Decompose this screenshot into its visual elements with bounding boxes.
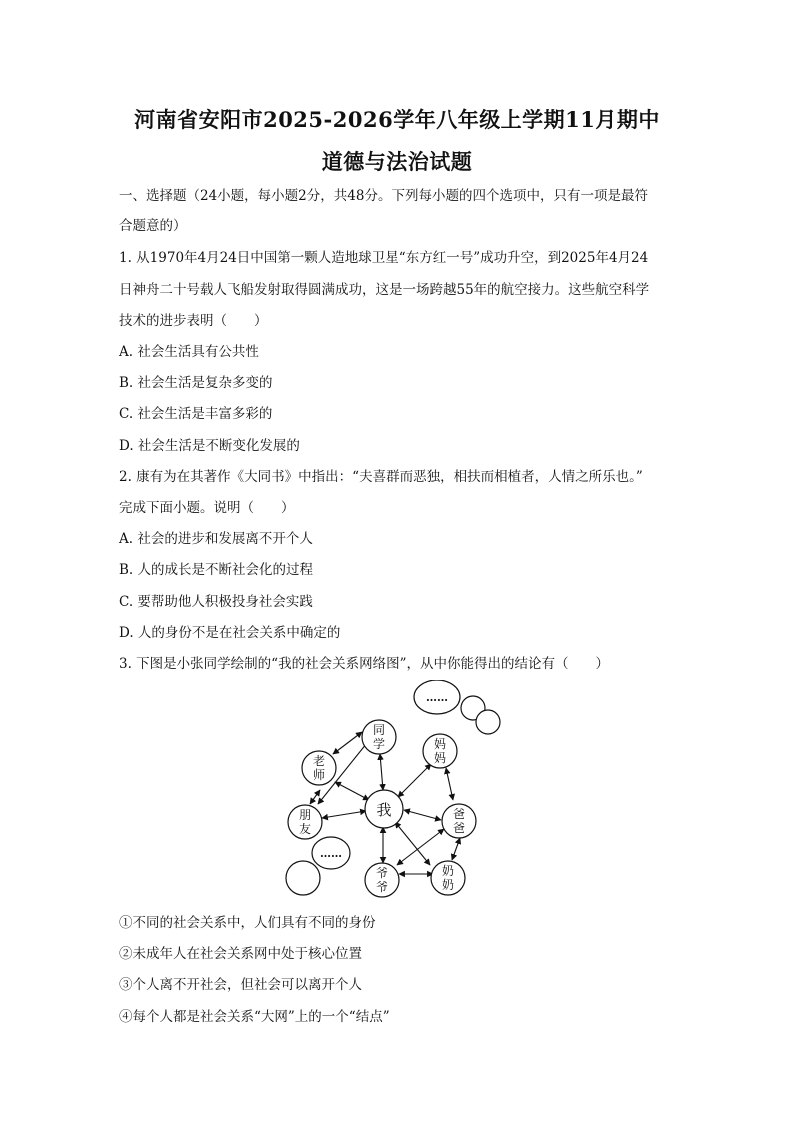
label-pengyou-2: 友 [298, 822, 312, 836]
q2-option-c: C. 要帮助他人积极投身社会实践 [119, 594, 313, 610]
arrow-pengyou-me [322, 811, 366, 818]
q2-option-d: D. 人的身份不是在社会关系中确定的 [119, 625, 341, 641]
label-nainai-2: 奶 [441, 878, 455, 892]
arrow-mama-baba [446, 768, 453, 800]
q1-option-c: C. 社会生活是丰富多彩的 [119, 406, 273, 422]
q2-option-b: B. 人的成长是不断社会化的过程 [119, 562, 314, 578]
section-instruction-line-2: 合题意的） [119, 218, 187, 234]
label-yeye-1: 爷 [375, 866, 389, 880]
q3-statement-2: ②未成年人在社会关系网中处于核心位置 [119, 946, 362, 962]
label-mama-1: 妈 [433, 737, 447, 751]
label-tongxue-2: 学 [372, 737, 386, 751]
q3-stem-line-1: 3. 下图是小张同学绘制的“我的社会关系网络图”，从中你能得出的结论有（ ） [119, 656, 609, 672]
label-laoshi-1: 老 [312, 754, 326, 768]
arrow-tongxue-laoshi [333, 732, 362, 754]
section-instruction-line-1: 一、选择题（24小题，每小题2分，共48分。下列每小题的四个选项中，只有一项是最符 [119, 188, 648, 204]
q1-option-b: B. 社会生活是复杂多变的 [119, 375, 273, 391]
label-ellipsis-top: …… [426, 691, 448, 704]
label-me: 我 [376, 801, 392, 819]
node-empty [286, 861, 320, 895]
label-laoshi-2: 师 [312, 768, 326, 782]
label-pengyou-1: 朋 [298, 808, 312, 822]
q1-stem-line-3: 技术的进步表明（ ） [119, 313, 268, 329]
label-baba-1: 爸 [452, 807, 466, 821]
label-nainai-1: 奶 [441, 864, 455, 878]
q3-statement-1: ①不同的社会关系中，人们具有不同的身份 [119, 915, 376, 931]
q2-stem-line-1: 2. 康有为在其著作《大同书》中指出：“夫喜群而恶独，相扶而相植者，人情之所乐也。” [119, 469, 643, 485]
arrow-laoshi-pengyou [310, 790, 320, 804]
q3-statement-3: ③个人离不开社会，但社会可以离开个人 [119, 977, 362, 993]
node-small-top-2 [476, 710, 500, 734]
arrow-laoshi-me [335, 782, 369, 800]
arrow-baba-nainai [452, 838, 460, 860]
label-mama-2: 妈 [433, 751, 447, 765]
q1-stem-line-1: 1. 从1970年4月24日中国第一颗人造地球卫星“东方红一号”成功升空，到2025年4月24 [119, 250, 649, 266]
q1-option-a: A. 社会生活具有公共性 [119, 344, 259, 360]
arrow-me-baba [404, 810, 441, 820]
q2-stem-line-2: 完成下面小题。说明（ ） [119, 500, 295, 516]
social-network-diagram [280, 680, 510, 905]
label-baba-2: 爸 [452, 821, 466, 835]
label-ellipsis-left: …… [320, 847, 342, 860]
q2-option-a: A. 社会的进步和发展离不开个人 [119, 531, 313, 547]
q1-stem-line-2: 日神舟二十号载人飞船发射取得圆满成功，这是一场跨越55年的航空接力。这些航空科学 [119, 282, 650, 298]
label-yeye-2: 爷 [375, 880, 389, 894]
arrow-tongxue-me [380, 754, 383, 790]
q3-statement-4: ④每个人都是社会关系“大网”上的一个“结点” [119, 1009, 390, 1025]
arrow-me-mama [398, 764, 431, 797]
exam-title-line-2: 道德与法治试题 [321, 149, 473, 174]
arrow-yeye-baba [397, 829, 444, 865]
exam-title-line-1: 河南省安阳市2025-2026学年八年级上学期11月期中 [134, 107, 660, 132]
label-tongxue-1: 同 [372, 723, 386, 737]
q1-option-d: D. 社会生活是不断变化发展的 [119, 438, 300, 454]
